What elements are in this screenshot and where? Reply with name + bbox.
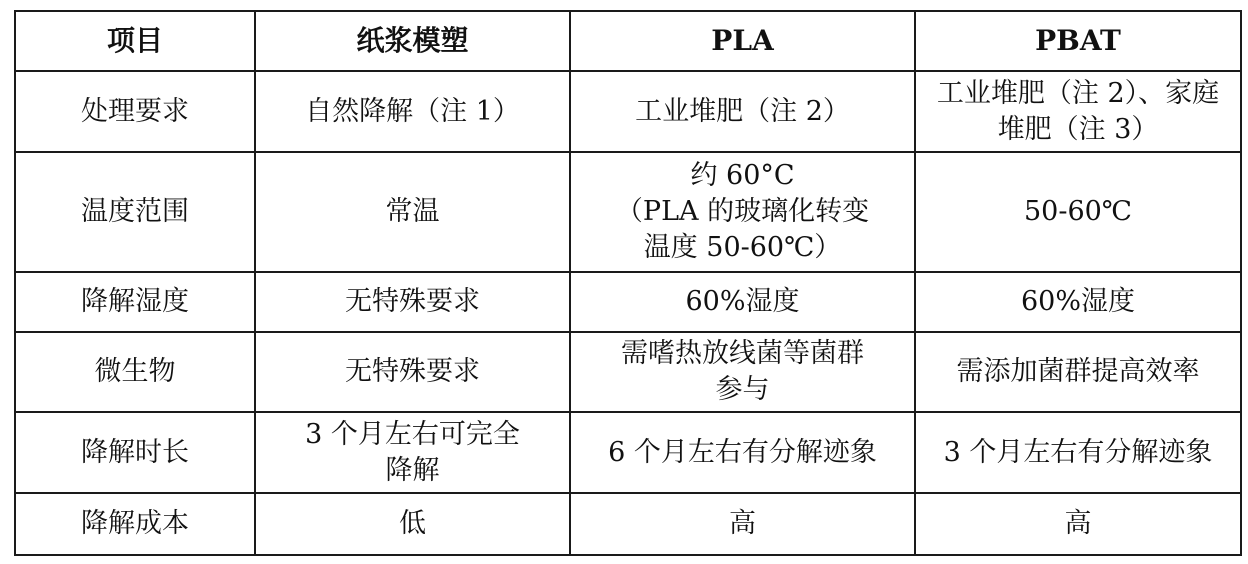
table-row — [15, 493, 1241, 555]
header-pla: PLA — [570, 11, 915, 71]
table-cell: 工业堆肥（注 2） — [570, 71, 915, 152]
table-cell: 无特殊要求 — [255, 332, 570, 412]
table-cell: 50-60℃ — [915, 152, 1241, 272]
table-cell: 常温 — [255, 152, 570, 272]
table-header-row — [15, 11, 1241, 71]
header-pbat: PBAT — [915, 11, 1241, 71]
table-cell: 低 — [255, 493, 570, 555]
table-cell: 工业堆肥（注 2）、家庭 堆肥（注 3） — [915, 71, 1241, 152]
table-cell: 3 个月左右可完全 降解 — [255, 412, 570, 493]
table-cell: 需嗜热放线菌等菌群 参与 — [570, 332, 915, 412]
comparison-table-container — [14, 10, 1240, 554]
degradation-comparison-table — [14, 10, 1242, 556]
table-cell: 需添加菌群提高效率 — [915, 332, 1241, 412]
table-row — [15, 71, 1241, 152]
header-item: 项目 — [15, 11, 255, 71]
row-label: 降解时长 — [15, 412, 255, 493]
table-row — [15, 332, 1241, 412]
row-label: 处理要求 — [15, 71, 255, 152]
table-cell: 60%湿度 — [915, 272, 1241, 332]
row-label: 微生物 — [15, 332, 255, 412]
header-pulp-molding: 纸浆模塑 — [255, 11, 570, 71]
table-cell: 无特殊要求 — [255, 272, 570, 332]
table-row — [15, 272, 1241, 332]
table-row — [15, 412, 1241, 493]
row-label: 降解湿度 — [15, 272, 255, 332]
row-label: 降解成本 — [15, 493, 255, 555]
table-cell: 60%湿度 — [570, 272, 915, 332]
row-label: 温度范围 — [15, 152, 255, 272]
table-cell: 6 个月左右有分解迹象 — [570, 412, 915, 493]
table-cell: 高 — [570, 493, 915, 555]
table-cell: 自然降解（注 1） — [255, 71, 570, 152]
table-row — [15, 152, 1241, 272]
table-cell: 高 — [915, 493, 1241, 555]
table-cell: 3 个月左右有分解迹象 — [915, 412, 1241, 493]
table-cell: 约 60°C （PLA 的玻璃化转变 温度 50-60℃） — [570, 152, 915, 272]
